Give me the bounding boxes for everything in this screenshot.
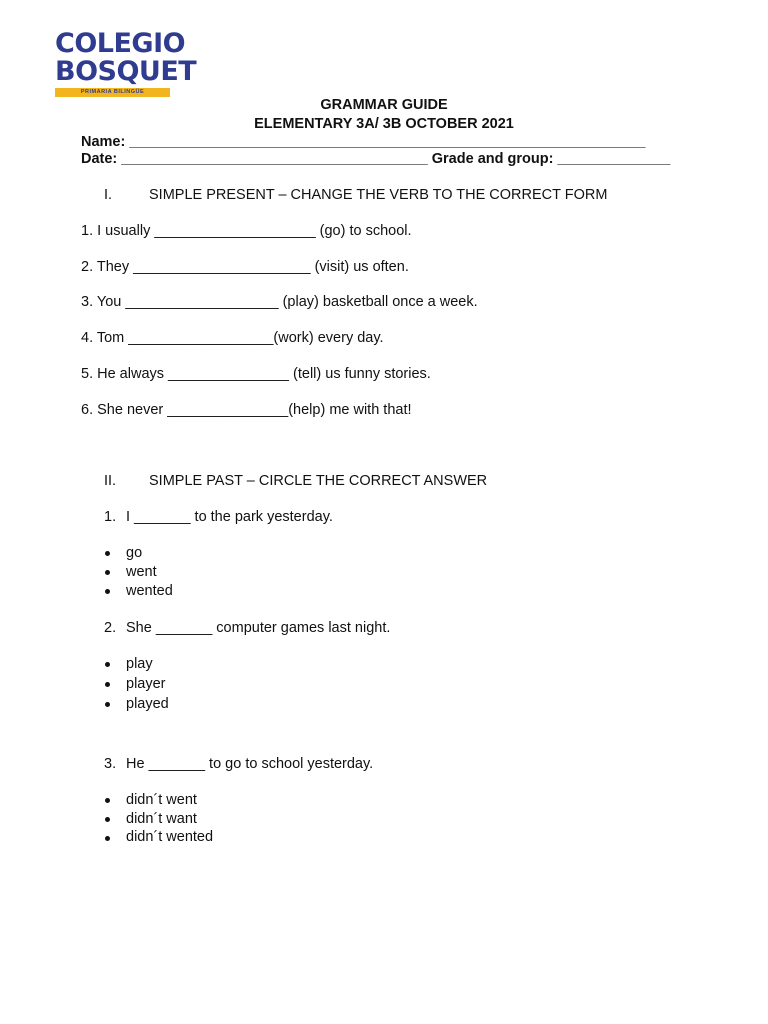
name-line: Name: ________________________________________________________________ (81, 134, 646, 150)
answer-option[interactable]: didn´t went (126, 792, 197, 808)
answer-option[interactable]: wented (126, 583, 173, 599)
answer-option[interactable]: didn´t wented (126, 829, 214, 845)
logo-tagline: PRIMARIA BILINGÜE (55, 88, 170, 97)
exercise-item: 1. I usually ____________________ (go) to school. (81, 223, 412, 239)
section2-numeral: II. (104, 473, 117, 489)
section1-numeral: I. (104, 187, 113, 203)
question-text: He _______ to go to school yesterday. (126, 756, 374, 772)
exercise-item: 5. He always _______________ (tell) us funny stories. (81, 366, 431, 382)
question-number: 3. (104, 756, 117, 772)
document-title: GRAMMAR GUIDE (320, 97, 448, 113)
section1-heading: SIMPLE PRESENT – CHANGE THE VERB TO THE CORRECT FORM (149, 187, 608, 203)
bullet-icon (105, 662, 110, 667)
logo-text-line1: COLEGIO (55, 28, 186, 59)
question-text: She _______ computer games last night. (126, 620, 391, 636)
bullet-icon (105, 551, 110, 556)
question-number: 2. (104, 620, 117, 636)
bullet-icon (105, 798, 110, 803)
answer-option[interactable]: didn´t want (126, 811, 197, 827)
exercise-item: 2. They ______________________ (visit) us often. (81, 259, 409, 275)
bullet-icon (105, 836, 110, 841)
answer-option[interactable]: play (126, 656, 153, 672)
section2-heading: SIMPLE PAST – CIRCLE THE CORRECT ANSWER (149, 473, 488, 489)
bullet-icon (105, 817, 110, 822)
exercise-item: 4. Tom __________________(work) every day. (81, 330, 384, 346)
answer-option[interactable]: went (126, 564, 157, 580)
date-grade-line: Date: ______________________________________ Grade and group: ______________ (81, 151, 671, 167)
bullet-icon (105, 570, 110, 575)
bullet-icon (105, 589, 110, 594)
exercise-item: 6. She never _______________(help) me with that! (81, 402, 412, 418)
bullet-icon (105, 682, 110, 687)
question-number: 1. (104, 509, 117, 525)
answer-option[interactable]: player (126, 676, 166, 692)
exercise-item: 3. You ___________________ (play) basketball once a week. (81, 294, 478, 310)
answer-option[interactable]: go (126, 545, 143, 561)
answer-option[interactable]: played (126, 696, 169, 712)
document-subtitle: ELEMENTARY 3A/ 3B OCTOBER 2021 (254, 116, 514, 132)
bullet-icon (105, 702, 110, 707)
question-text: I _______ to the park yesterday. (126, 509, 333, 525)
logo-text-line2: BOSQUET (55, 56, 197, 87)
